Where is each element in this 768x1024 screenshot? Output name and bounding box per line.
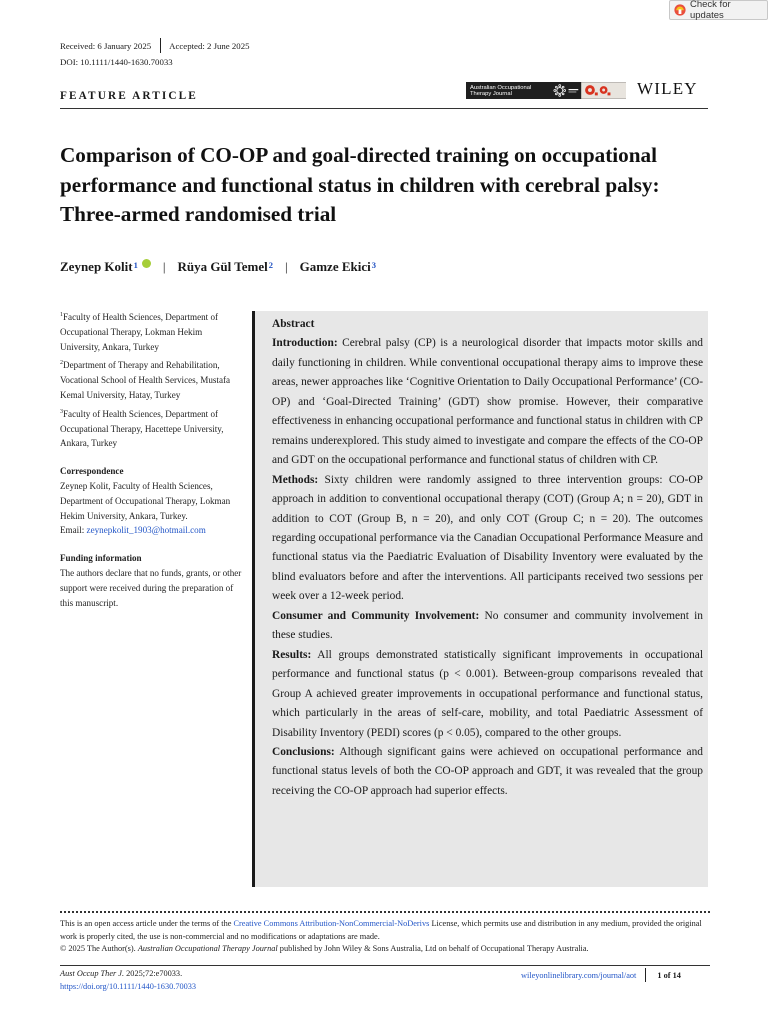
footer-rule: [60, 965, 710, 966]
license-statement: This is an open access article under the terms of the Creative Commons Attribution-NonCommercial-NoDerivs License, which permits use and distribution in any medium, provided the original work is properly cited, the use is non-commercial and no modifications or adaptations are made.: [60, 919, 702, 941]
copyright-statement: © 2025 The Author(s). Australian Occupational Therapy Journal published by John Wiley & Sons Australia, Ltd on behalf of Occupational Therapy Australia.: [60, 944, 589, 954]
correspondence-text: Zeynep Kolit, Faculty of Health Sciences, Department of Occupational Therapy, Lokman Hekim University, Ankara, Turkey.: [60, 481, 231, 521]
footer-right: [521, 968, 681, 982]
abstract-methods: Methods: Sixty children were randomly assigned to three intervention groups: CO-OP approach in addition to conventional occupational therapy (COT) (Group A; n = 20), GDT in addition to COT (Group B, n = 20), and only COT (Group C; n = 20). The outcomes regarding occupational performance via the Canadian Occupational Performance Measure and functional status via the Paediatric Evaluation of Disability Inventory were evaluated by the blind evaluators before and after the interventions. All participants received two sessions per week over a 12-week period.: [272, 473, 703, 603]
received-date: Received: 6 January 2025: [60, 40, 152, 51]
footnote-divider: [60, 911, 710, 913]
article-dates: [60, 38, 250, 53]
journal-logo-text: Australian Occupational Therapy Journal: [470, 84, 532, 97]
author-separator: |: [162, 259, 166, 274]
check-for-updates-label: Check for updates: [689, 0, 731, 21]
page-number: 1 of 14: [657, 970, 681, 980]
publisher-logo: WILEY: [637, 79, 698, 98]
author-name[interactable]: Rüya Gül Temel: [177, 259, 268, 274]
affiliation: $^2$Department of Therapy and Rehabilitation, Vocational School of Health Services, Mustafa Kemal University, Hatay, Turkey: [60, 360, 231, 401]
header-rule: [60, 108, 708, 109]
author-name[interactable]: Gamze Ekici: [299, 259, 371, 274]
open-access-notice: [60, 918, 710, 956]
author-affiliation-marker[interactable]: 3: [371, 260, 376, 270]
correspondence-email: Email: zeynepkolit_1903@hotmail.com: [60, 525, 206, 536]
correspondence-heading: Correspondence: [60, 466, 124, 477]
author-affiliation-marker[interactable]: 1: [133, 260, 138, 270]
article-title: Comparison of CO-OP and goal-directed training on occupational performance and functional status in children with cerebral palsy: Three-armed randomised trial: [60, 143, 660, 226]
author-separator: |: [285, 259, 288, 274]
footer-citation: [60, 968, 196, 993]
affiliation: $^1$Faculty of Health Sciences, Department of Occupational Therapy, Lokman Hekim University, Ankara, Turkey: [60, 312, 219, 352]
footer-divider: [645, 968, 646, 982]
check-for-updates-button[interactable]: [669, 0, 768, 20]
funding-text: The authors declare that no funds, grants, or other support were received during the preparation of this manuscript.: [60, 568, 242, 608]
crossmark-icon: [674, 4, 686, 16]
author-name[interactable]: Zeynep Kolit: [60, 259, 133, 274]
abstract-heading: Abstract: [272, 318, 315, 330]
abstract-consumer-involvement: Consumer and Community Involvement: No consumer and community involvement in these studies.: [272, 609, 703, 642]
doi-link[interactable]: https://doi.org/10.1111/1440-1630.70033: [60, 981, 197, 991]
citation-line: Aust Occup Ther J. 2025;72:e70033.: [60, 969, 183, 978]
author-list: [60, 259, 376, 275]
journal-logo: [466, 82, 626, 99]
article-doi: DOI: 10.1111/1440-1630.70033: [60, 57, 173, 67]
accepted-date: Accepted: 2 June 2025: [169, 40, 250, 51]
license-link[interactable]: Creative Commons Attribution-NonCommercial-NoDerivs: [233, 919, 430, 928]
journal-website-link[interactable]: wileyonlinelibrary.com/journal/aot: [521, 970, 637, 980]
society-logo-icon: [550, 82, 626, 99]
date-divider: [160, 38, 161, 53]
affiliation: $^3$Faculty of Health Sciences, Department of Occupational Therapy, Hacettepe University, Ankara, Turkey: [60, 408, 224, 449]
abstract-results: Results: All groups demonstrated statistically significant improvements in occupational performance and functional status (p < 0.001). Between-group comparisons revealed that Group A achieved greater improvements in occupational performance and functional status, which particularly in the areas of self-care, mobility, and total Paediatric Assessment of Disability Inventory (PEDI) scores (p < 0.05), compared to the other groups.: [272, 648, 703, 739]
orcid-icon[interactable]: [142, 259, 151, 268]
abstract-introduction: Introduction: Cerebral palsy (CP) is a neurological disorder that impacts motor skills and daily functioning in children. While conventional occupational therapy aims to improve these areas, newer approaches like ‘Cognitive Orientation to Daily Occupational Performance’ (CO-OP) and ‘Goal-Directed Training’ (GDT) show promise. However, their comparative effectiveness in enhancing occupational performance and functional status in children with CP remains underexplored. This study aimed to investigate and compare the effects of the CO-OP and GDT on the occupational performance and functional status of children with CP.: [272, 337, 703, 467]
email-link[interactable]: zeynepkolit_1903@hotmail.com: [86, 525, 206, 536]
article-sidebar: [60, 308, 244, 610]
funding-heading: Funding information: [60, 553, 142, 564]
section-label: FEATURE ARTICLE: [60, 90, 198, 102]
abstract-box: [252, 311, 708, 887]
author-affiliation-marker[interactable]: 2: [268, 260, 273, 270]
abstract-conclusions: Conclusions: Although significant gains were achieved on occupational performance and functional status levels of both the CO-OP approach and GDT, it was revealed that the group receiving the CO-OP approach had superior effects.: [272, 745, 704, 797]
